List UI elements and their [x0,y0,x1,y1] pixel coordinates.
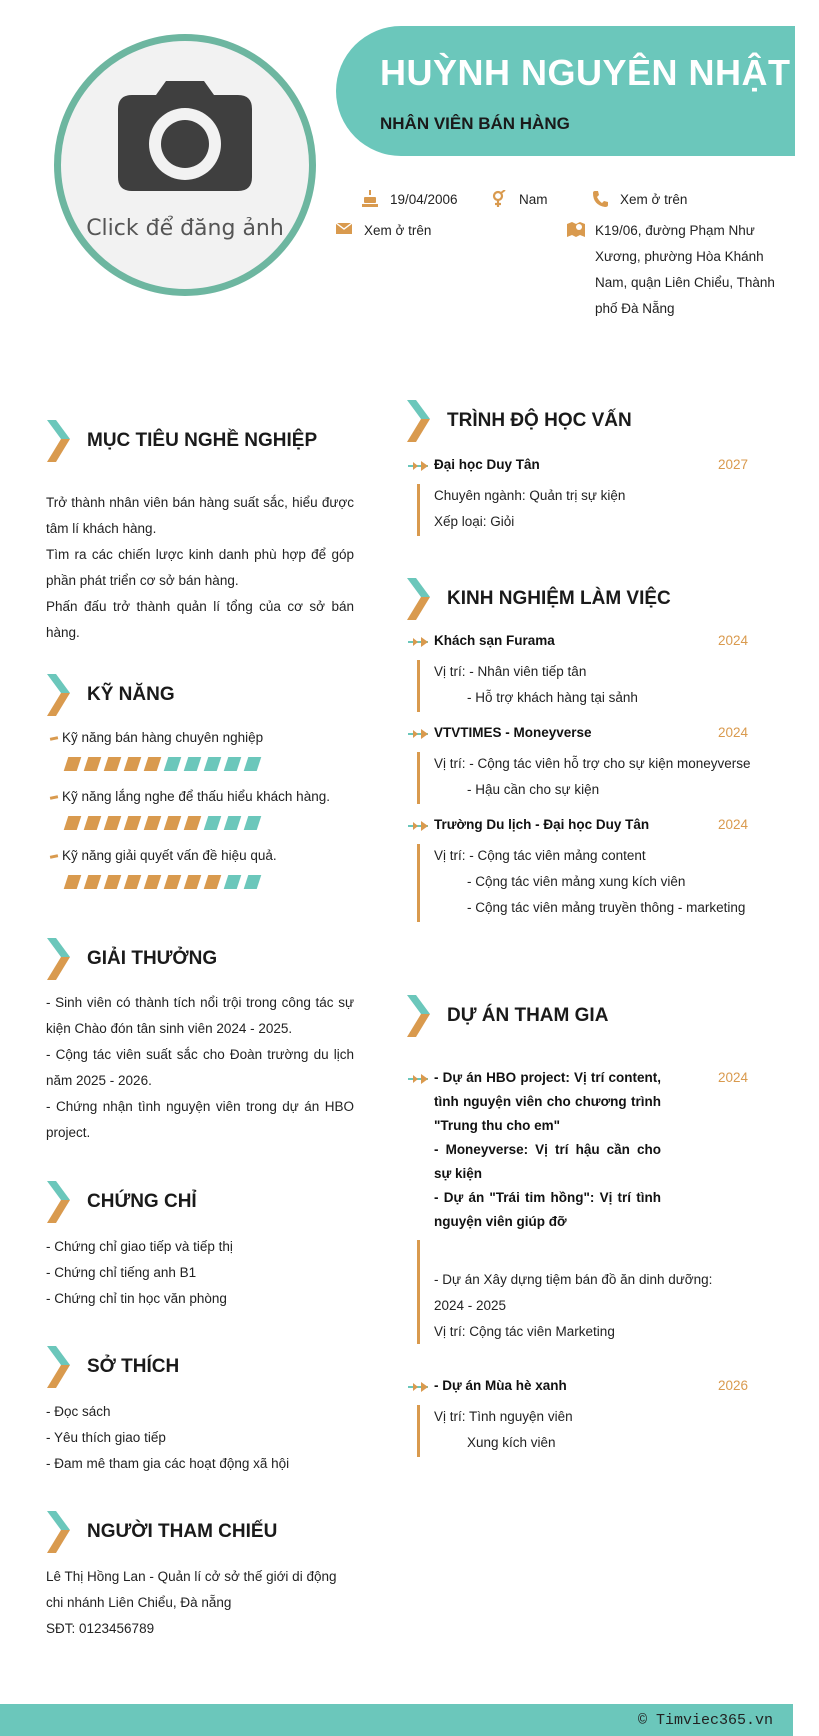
experience-detail [434,843,745,921]
section-title: SỞ THÍCH [87,1356,180,1377]
hobby-line: - Yêu thích giao tiếp [46,1430,166,1445]
skill-label: Kỹ năng lắng nghe để thấu hiểu khách hàng. [62,789,330,804]
hobbies-text [46,1399,354,1477]
position-line: Vị trí: - Cộng tác viên hỗ trợ cho sự kiện moneyverse [434,756,751,771]
company-name: Trường Du lịch - Đại học Duy Tân [434,817,650,832]
experience-entry [408,817,748,837]
project-name: - Dự án Mùa hè xanh [434,1378,567,1393]
experience-entry [408,633,748,653]
grade: Xếp loại: Giỏi [434,514,515,529]
chevron-icon [407,400,431,442]
rating-segment-empty [224,757,242,771]
hobby-line: - Đam mê tham gia các hoạt động xã hội [46,1456,290,1471]
email-field [336,218,431,244]
experience-detail [434,659,638,711]
rating-segment-filled [184,816,202,830]
certificate-line: - Chứng chỉ tin học văn phòng [46,1291,227,1306]
phone-icon [592,190,608,208]
phone-field [592,187,687,213]
name-banner [336,26,795,156]
position-line: - Hỗ trợ khách hàng tại sảnh [467,690,638,705]
rating-segment-empty [244,816,262,830]
phone-value: Xem ở trên [620,192,688,207]
rating-segment-empty [224,875,242,889]
chevron-icon [47,1511,71,1553]
birthday-field [362,187,458,213]
skill-label: Kỹ năng giải quyết vấn đề hiệu quả. [62,848,277,863]
address-field [567,218,777,322]
hobby-line: - Đọc sách [46,1404,111,1419]
arrow-icon [408,636,430,648]
rating-segment-empty [244,757,262,771]
project-line: - Dự án HBO project: Vị trí content, tình nguyện viên cho chương trình "Trung thu cho em" [434,1070,661,1133]
project-detail-line: 2024 - 2025 [434,1298,507,1313]
entry-year: 2024 [717,817,748,832]
section-title: DỰ ÁN THAM GIA [447,1005,609,1026]
entry-year: 2027 [717,457,748,472]
rating-segment-filled [104,875,122,889]
cake-icon [362,190,378,208]
chevron-icon [47,674,71,716]
entry-year: 2024 [717,1070,748,1085]
rating-segment-filled [124,757,142,771]
position-line: - Cộng tác viên mảng truyền thông - marketing [467,900,746,915]
reference-line: Lê Thị Hồng Lan - Quản lí cở sở thế giới di động chi nhánh Liên Chiểu, Đà nẵng [46,1569,337,1610]
arrow-icon [408,460,430,472]
award-line: - Cộng tác viên suất sắc cho Đoàn trường du lịch năm 2025 - 2026. [46,1047,354,1088]
entry-year: 2024 [717,725,748,740]
envelope-icon [336,221,352,235]
rating-segment-filled [84,757,102,771]
full-name: HUỲNH NGUYÊN NHẬT [380,52,791,93]
arrow-icon [408,1381,430,1393]
arrow-icon [408,728,430,740]
rating-segment-filled [144,875,162,889]
experience-detail [434,751,751,803]
position-line: Vị trí: - Nhân viên tiếp tân [434,664,587,679]
experience-entry [408,725,748,745]
email-value: Xem ở trên [364,223,432,238]
rating-segment-filled [84,816,102,830]
chevron-icon [407,578,431,620]
major: Chuyên ngành: Quản trị sự kiện [434,488,626,503]
skill-label: Kỹ năng bán hàng chuyên nghiệp [62,730,264,745]
objective-line: Phấn đấu trở thành quản lí tổng của cơ sở bán hàng. [46,599,354,640]
chevron-icon [407,995,431,1037]
references-text [46,1564,354,1642]
school-name: Đại học Duy Tân [434,457,540,472]
skill-rating-bar [66,875,259,890]
section-title: GIẢI THƯỞNG [87,948,218,969]
rating-segment-empty [244,875,262,889]
project-line: - Dự án "Trái tim hồng": Vị trí tình nguyện viên giúp đỡ [434,1190,661,1229]
entry-year: 2026 [717,1378,748,1393]
project-detail-line: Xung kích viên [467,1435,556,1450]
rating-segment-filled [144,816,162,830]
section-title: CHỨNG CHỈ [87,1191,197,1212]
awards-text [46,990,354,1146]
objective-line: Tìm ra các chiến lược kinh danh phù hợp để góp phần phát triển cơ sở bán hàng. [46,547,354,588]
education-entry [408,457,748,477]
rating-segment-filled [84,875,102,889]
rating-segment-filled [104,816,122,830]
upload-photo-label: Click để đăng ảnh [86,216,284,241]
award-line: - Sinh viên có thành tích nổi trội trong công tác sự kiện Chào đón tân sinh viên 2024 - 2025. [46,995,354,1036]
chevron-icon [47,938,71,980]
gender-value: Nam [519,192,548,207]
company-name: VTVTIMES - Moneyverse [434,725,592,740]
copyright-text: © Timviec365.vn [637,1712,773,1729]
arrow-icon [408,1073,430,1085]
project-detail-line: - Dự án Xây dựng tiệm bán đồ ăn dinh dưỡng: [434,1272,713,1287]
section-title: KỸ NĂNG [87,684,175,705]
position-line: - Cộng tác viên mảng xung kích viên [467,874,686,889]
section-title: KINH NGHIỆM LÀM VIỆC [447,588,671,609]
skill-rating-bar [66,816,259,831]
objective-text [46,490,354,646]
rating-segment-filled [64,757,82,771]
project-line: - Moneyverse: Vị trí hậu cần cho sự kiện [434,1142,661,1181]
rating-segment-filled [64,816,82,830]
chevron-icon [47,420,71,462]
gender-icon [491,190,507,208]
rating-segment-filled [144,757,162,771]
rating-segment-filled [124,816,142,830]
project-detail-line: Vị trí: Tình nguyện viên [434,1409,573,1424]
address-value: K19/06, đường Phạm Như Xương, phường Hòa Khánh Nam, quận Liên Chiểu, Thành phố Đà Nẵng [595,223,775,316]
award-line: - Chứng nhận tình nguyện viên trong dự án HBO project. [46,1099,354,1140]
section-title: TRÌNH ĐỘ HỌC VẤN [447,410,632,431]
certificates-text [46,1234,354,1312]
rating-segment-filled [204,875,222,889]
education-detail [434,483,625,535]
skill-rating-bar [66,757,259,772]
rating-segment-filled [64,875,82,889]
section-title: NGƯỜI THAM CHIẾU [87,1521,278,1542]
camera-icon [118,81,252,191]
arrow-icon [408,820,430,832]
footer-bar [0,1704,793,1736]
job-title: NHÂN VIÊN BÁN HÀNG [380,114,570,133]
avatar-upload[interactable] [54,34,316,296]
project-detail-line: Vị trí: Cộng tác viên Marketing [434,1324,615,1339]
entry-year: 2024 [717,633,748,648]
project-detail [434,1404,573,1456]
birthday-value: 19/04/2006 [390,192,458,207]
project-list [434,1066,661,1234]
project-detail [434,1267,712,1345]
map-pin-icon [567,221,585,237]
rating-segment-empty [204,757,222,771]
position-line: - Hậu cần cho sự kiện [467,782,600,797]
certificate-line: - Chứng chỉ giao tiếp và tiếp thị [46,1239,233,1254]
rating-segment-filled [124,875,142,889]
chevron-icon [47,1346,71,1388]
position-line: Vị trí: - Cộng tác viên mảng content [434,848,646,863]
rating-segment-filled [104,757,122,771]
rating-segment-filled [164,816,182,830]
project-entry [408,1378,748,1398]
chevron-icon [47,1181,71,1223]
section-title: MỤC TIÊU NGHỀ NGHIỆP [87,430,318,451]
reference-line: SĐT: 0123456789 [46,1621,155,1636]
rating-segment-empty [164,757,182,771]
company-name: Khách sạn Furama [434,633,555,648]
certificate-line: - Chứng chỉ tiếng anh B1 [46,1265,197,1280]
rating-segment-empty [204,816,222,830]
rating-segment-empty [184,757,202,771]
objective-line: Trở thành nhân viên bán hàng suất sắc, hiểu được tâm lí khách hàng. [46,495,354,536]
rating-segment-filled [164,875,182,889]
rating-segment-filled [184,875,202,889]
rating-segment-empty [224,816,242,830]
gender-field [491,187,548,213]
